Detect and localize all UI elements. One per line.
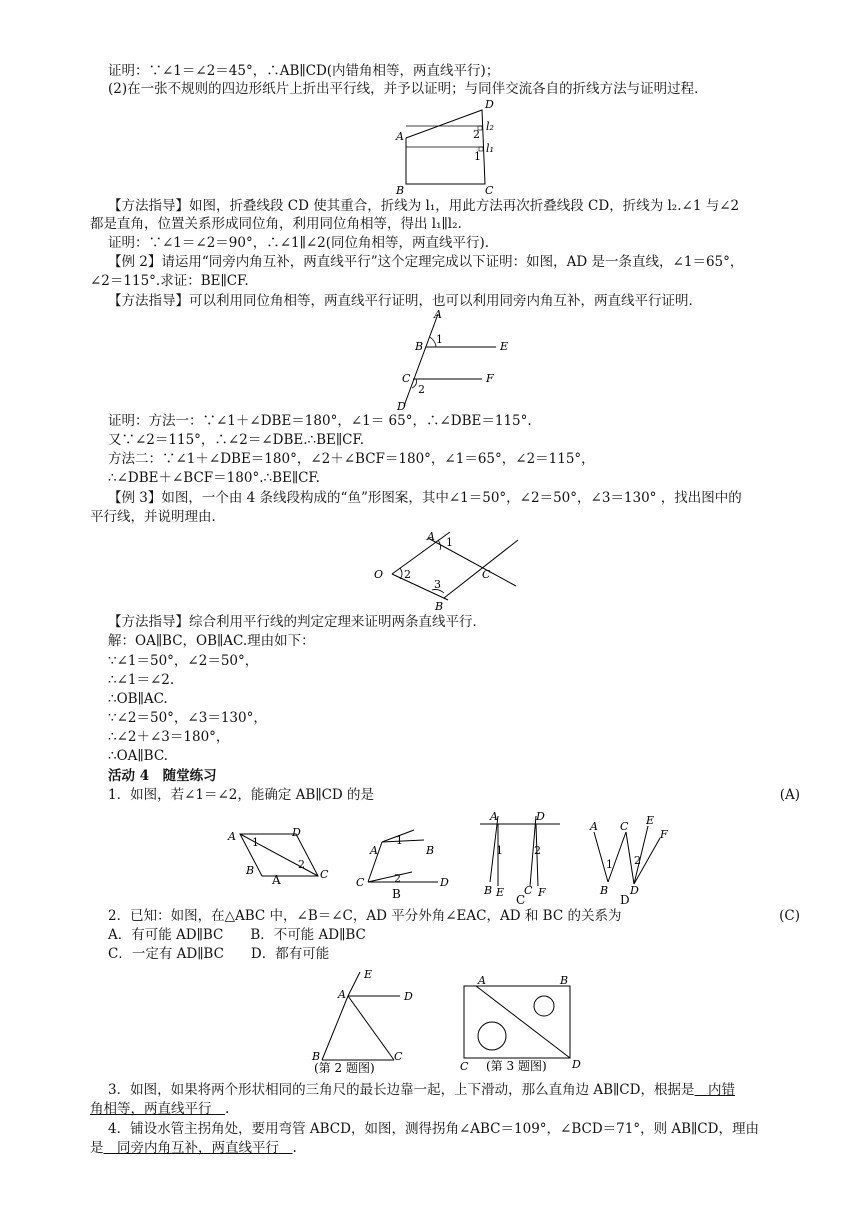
exercise-2: 2．已知：如图，在△ABC 中，∠B＝∠C，AD 平分外角∠EAC，AD 和 BC 的关系为 [108,908,622,924]
angle-2: 2 [404,568,411,581]
label-B: B [600,884,609,897]
label-A: A [478,974,486,987]
exercise-2-options-cd: C．一定有 AD∥BC D．都有可能 [108,946,330,962]
method-guide-1b: 都是直角，位置关系形成同位角，利用同位角相等，得出 l₁∥l₂. [90,216,462,232]
angle-1: 1 [474,150,481,163]
label-C: C [356,876,365,889]
solution-5: ∵∠2＝50°，∠3＝130°， [108,710,267,726]
exercise-3a [108,1081,735,1099]
label-E: E [646,814,655,827]
solution-2: ∵∠1＝50°，∠2＝50°， [108,653,259,669]
proof-line-1: 证明：∵∠1＝∠2＝45°，∴AB∥CD(内错角相等，两直线平行)； [108,63,500,79]
label-B: B [246,864,255,877]
exercise-2-options-ab: A．有可能 AD∥BC B．不可能 AD∥BC [108,927,366,943]
angle-1: 1 [446,536,453,549]
label-A: A [228,830,236,843]
figure-question-3 [456,974,586,1074]
option-c-label: C [516,893,526,907]
exercise-3-answer-part1: 内错 [707,1082,735,1098]
label-F: F [486,372,494,385]
angle-2: 2 [473,128,480,141]
label-A: A [427,530,435,543]
angle-2: 2 [534,844,541,857]
answer-1: (A) [779,787,800,803]
solution-4: ∴OB∥AC. [108,691,168,707]
solution-7: ∴OA∥BC. [108,748,168,764]
label-C: C [460,1060,469,1073]
caption-fig2: (第 2 题图) [314,1061,375,1075]
option-b-label: B [392,887,401,901]
label-C: C [620,820,629,833]
label-F: F [538,886,546,899]
angle-2: 2 [298,858,305,871]
label-D: D [397,400,406,413]
example-2a: 【例 2】请运用“同旁内角互补，两直线平行”这个定理完成以下证明：如图，AD 是一条直线，∠1＝65°， [108,254,744,270]
label-C: C [524,884,533,897]
label-B: B [396,184,405,197]
exercise-1: 1．如图，若∠1＝∠2，能确定 AB∥CD 的是 [108,787,375,803]
label-A: A [590,820,598,833]
label-l2: l₂ [486,120,494,133]
figure-option-b [356,832,456,901]
figure-option-c [476,810,566,907]
exercise-4-prefix: 是 [90,1140,104,1156]
activity-4-heading: 活动 4 随堂练习 [108,768,217,784]
angle-2: 2 [394,872,401,885]
label-D: D [292,826,301,839]
proof-method-1b: 又∵∠2＝115°，∴∠2＝∠DBE.∴BE∥CF. [108,432,365,448]
label-A: A [370,844,378,857]
example-3a: 【例 3】如图，一个由 4 条线段构成的“鱼”形图案，其中∠1＝50°，∠2＝50°，∠3＝130° ，找出图中的 [108,490,742,506]
label-C: C [394,1050,403,1063]
label-A: A [338,988,346,1001]
figure-fold-quadrilateral [380,100,520,200]
label-C: C [402,372,411,385]
solution-3: ∴∠1＝∠2. [108,672,175,688]
figure-option-a [224,826,334,887]
proof-method-2a: 方法二：∵∠1＋∠DBE＝180°，∠2＋∠BCF＝180°，∠1＝65°，∠2＝115°， [108,451,595,467]
angle-2: 2 [634,854,641,867]
question-2: (2)在一张不规则的四边形纸片上折出平行线，并予以证明；与同伴交流各自的折线方法与证明过程． [108,81,708,97]
exercise-4b: 是 同旁内角互补，两直线平行 . [90,1140,297,1156]
label-D: D [485,98,494,111]
answer-2: (C) [779,908,800,924]
angle-1: 1 [436,333,443,346]
label-B: B [426,844,435,857]
proof-line-2: 证明：∵∠1＝∠2＝90°，∴∠1∥∠2(同位角相等，两直线平行). [108,235,490,251]
option-a-label: A [272,873,281,887]
label-B: B [484,884,493,897]
label-C: C [320,868,329,881]
label-l1: l₁ [486,142,494,155]
label-A: A [490,810,498,823]
exercise-3-answer-part2: 角相等，两直线平行 [90,1101,212,1117]
angle-2: 2 [418,383,425,396]
label-C: C [482,568,491,581]
label-A: A [396,130,404,143]
label-F: F [660,828,668,841]
angle-1: 1 [606,858,613,871]
angle-1: 1 [496,844,503,857]
label-A: A [434,308,442,321]
method-guide-1a: 【方法指导】如图，折叠线段 CD 使其重合，折线为 l₁，用此方法再次折叠线段 CD，折线为 l₂.∠1 与∠2 [108,198,740,214]
figure-example-2 [390,308,520,414]
exercise-4-answer: 同旁内角互补，两直线平行 [117,1140,279,1156]
label-E: E [364,968,373,981]
angle-1: 1 [252,836,259,849]
label-C: C [485,184,494,197]
exercise-4a: 4．铺设水管主拐角处，要用弯管 ABCD，如图，测得拐角∠ABC＝109°，∠BCD＝71°，则 AB∥CD，理由 [108,1121,759,1137]
option-d-label: D [620,893,630,907]
label-D: D [404,990,413,1003]
label-O: O [374,568,384,581]
method-guide-3: 【方法指导】综合利用平行线的判定定理来证明两条直线平行． [108,614,486,630]
proof-method-1a: 证明：方法一：∵∠1＋∠DBE＝180°，∠1＝ 65°，∴∠DBE＝115°. [108,413,532,429]
label-D: D [572,1058,581,1071]
method-guide-2: 【方法指导】可以利用同位角相等，两直线平行证明，也可以利用同旁内角互补，两直线平行证明． [108,293,702,309]
label-D: D [440,876,449,889]
figure-question-2 [308,968,418,1074]
label-B: B [415,340,424,353]
example-3b: 平行线，并说明理由． [90,509,225,525]
caption-fig3: (第 3 题图) [486,1059,547,1073]
figure-fish [370,526,530,614]
angle-3: 3 [434,578,441,591]
label-B: B [435,600,444,613]
solution-1: 解：OA∥BC，OB∥AC.理由如下： [108,633,315,649]
label-D: D [536,810,545,823]
exercise-3-text: 3．如图，如果将两个形状相同的三角尺的最长边靠一起，上下滑动，那么直角边 AB∥CD，根据是 [108,1082,695,1098]
angle-1: 1 [396,834,403,847]
example-2b: ∠2＝115°.求证：BE∥CF. [90,273,249,289]
solution-6: ∴∠2＋∠3＝180°， [108,729,230,745]
label-E: E [496,886,505,899]
label-B: B [312,1050,321,1063]
proof-method-2b: ∴∠DBE＋∠BCF＝180°.∴BE∥CF. [108,470,320,486]
exercise-3b: 角相等，两直线平行 . [90,1101,230,1117]
label-B: B [560,974,569,987]
label-D: D [630,884,639,897]
figure-option-d [590,814,690,907]
label-E: E [500,340,509,353]
